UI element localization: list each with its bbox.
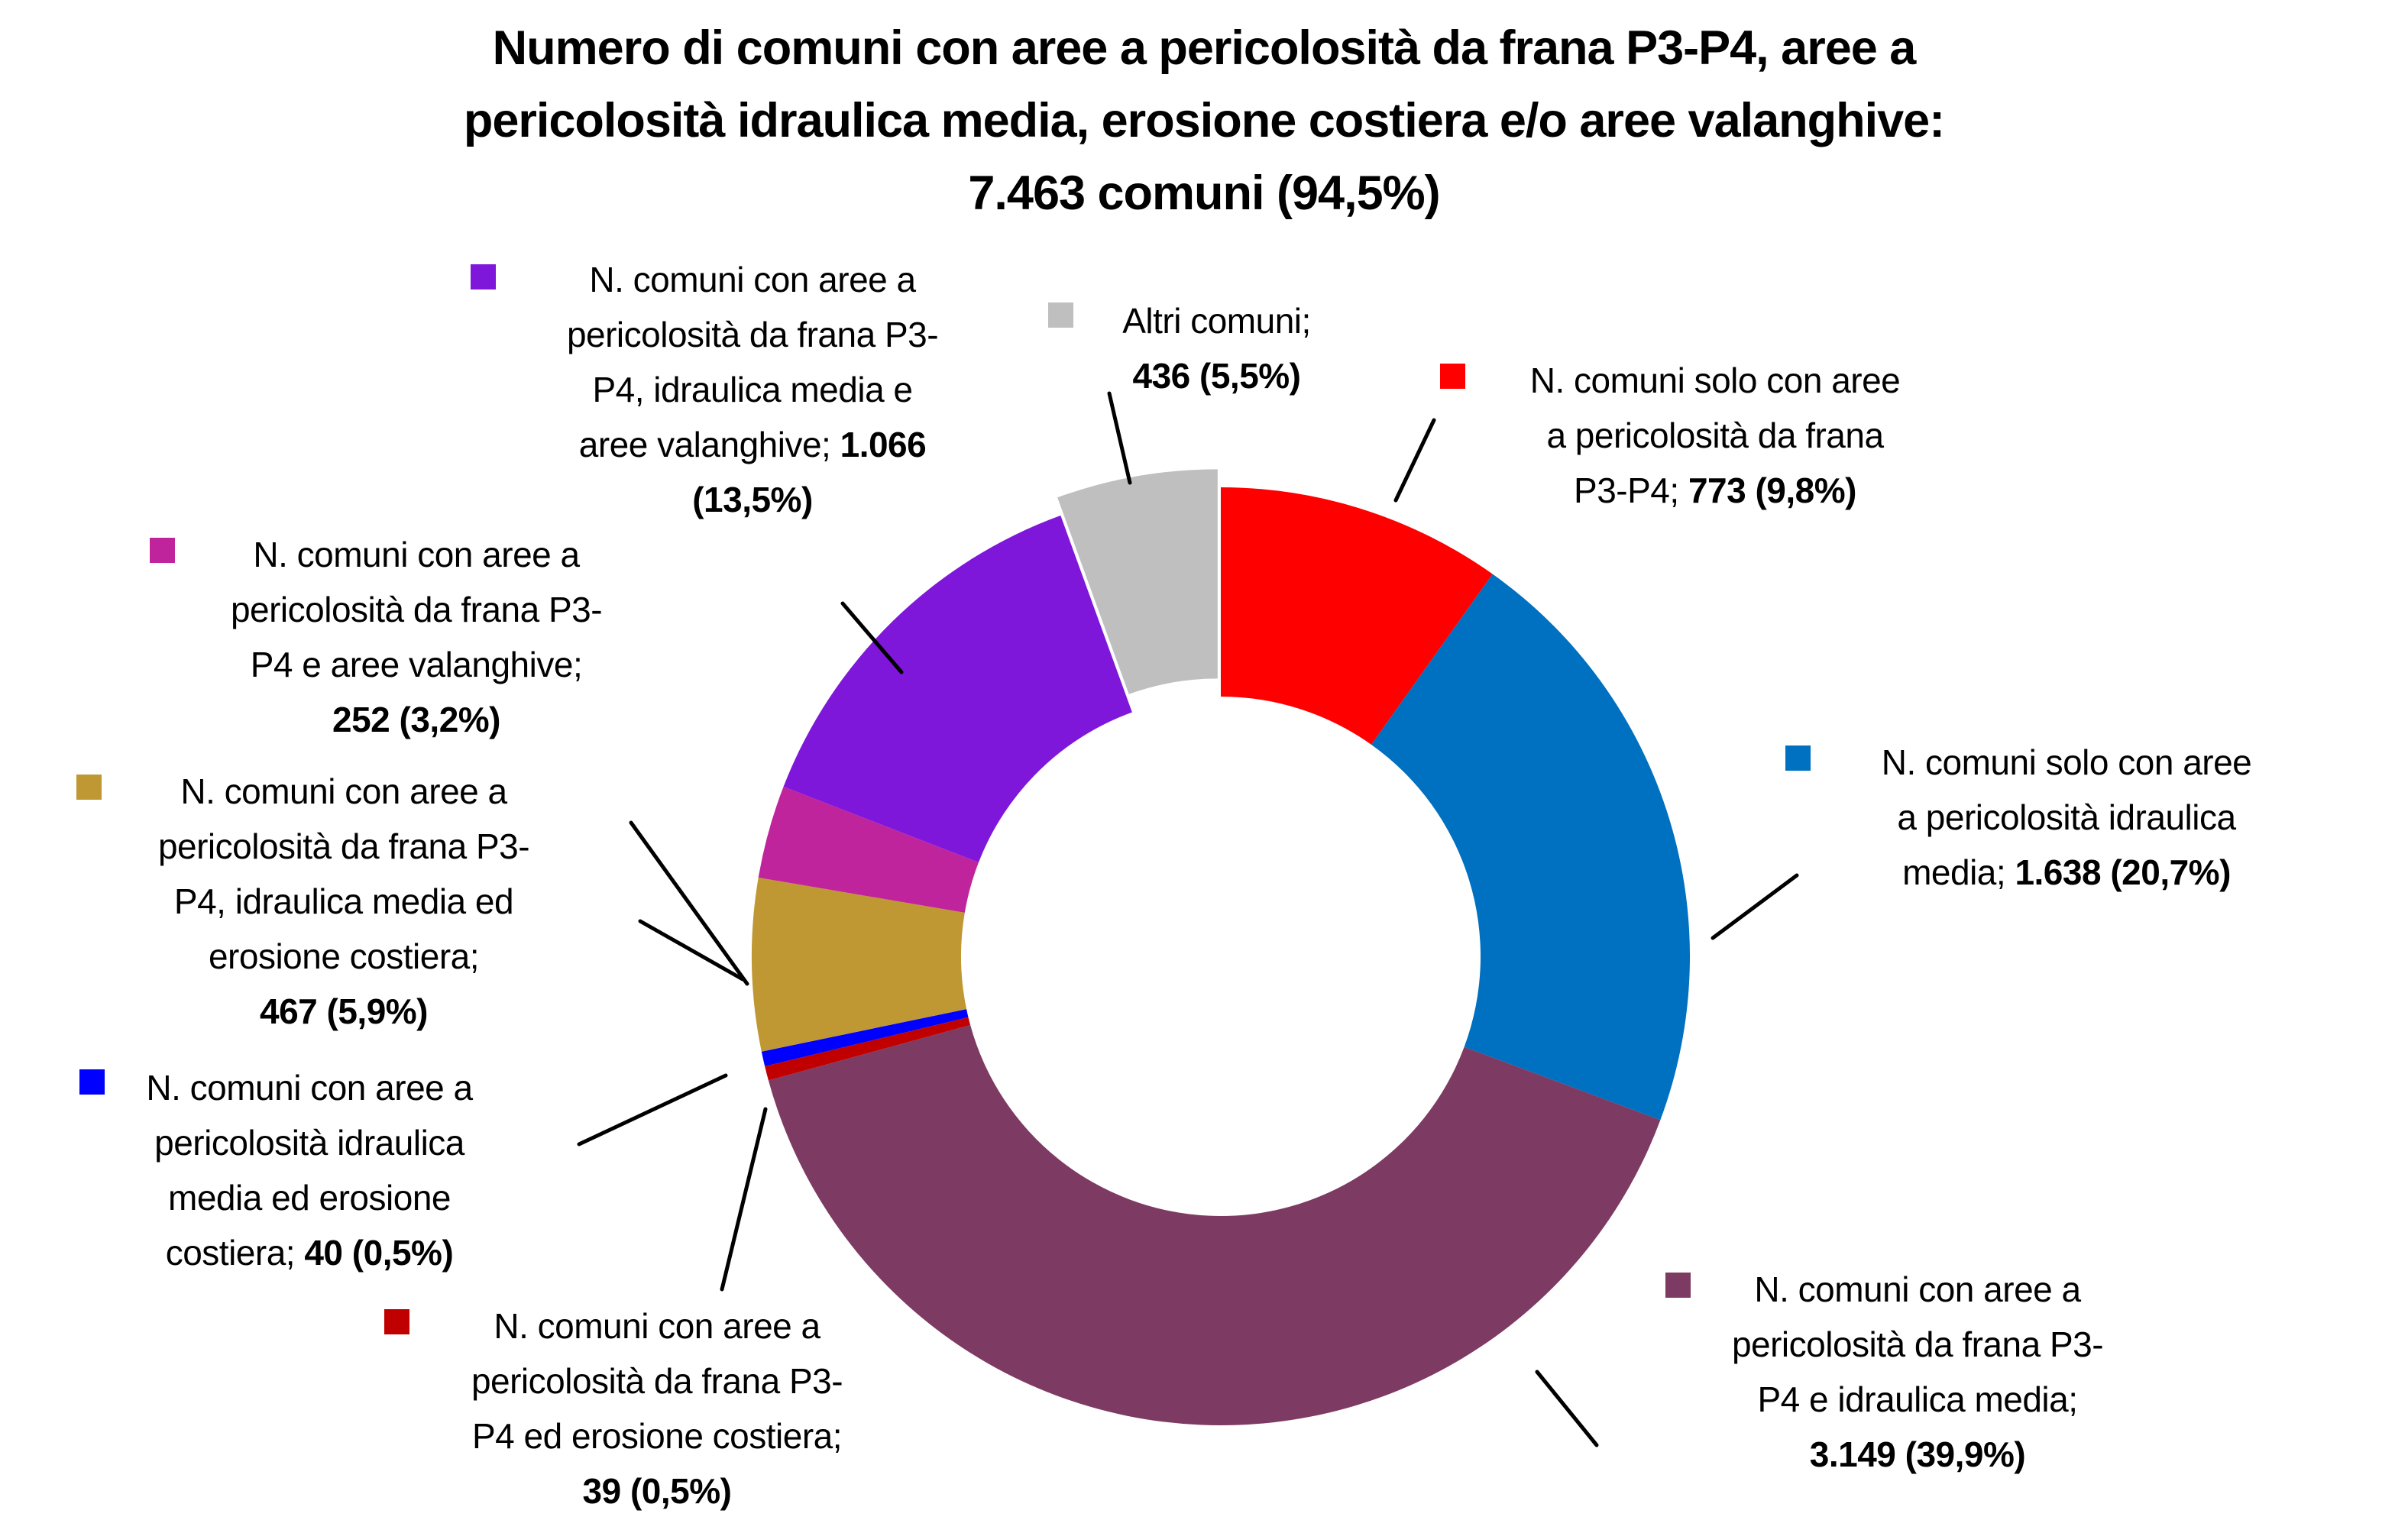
- label-line: media ed erosione: [168, 1178, 451, 1218]
- label-frana-valanghive: [145, 527, 688, 747]
- label-line: N. comuni con aree a: [253, 535, 580, 574]
- chart-title-line2: pericolosità idraulica media, erosione costiera e/o aree valanghive:: [463, 94, 1945, 147]
- label-line: 467 (5,9%): [259, 991, 428, 1031]
- legend-marker-frana-erosione: [384, 1309, 409, 1334]
- label-line: P4 ed erosione costiera;: [471, 1416, 843, 1456]
- legend-marker-frana-idraulica-erosione: [76, 775, 102, 800]
- legend-marker-altri-comuni: [1048, 302, 1073, 328]
- label-line: pericolosità idraulica: [154, 1123, 464, 1163]
- label-line: P4, idraulica media e: [592, 370, 913, 409]
- label-frana-idraulica-erosione: [73, 764, 615, 1039]
- chart-title-line1: Numero di comuni con aree a pericolosità da frana P3-P4, aree a: [492, 21, 1916, 75]
- label-line: P4 e aree valanghive;: [250, 645, 583, 684]
- legend-marker-frana-valanghive: [150, 538, 175, 563]
- legend-marker-frana-idraulica-valanghive: [471, 264, 496, 289]
- label-line: 3.149 (39,9%): [1809, 1434, 2026, 1474]
- label-line: pericolosità da frana P3-: [1731, 1324, 2104, 1364]
- label-line: 39 (0,5%): [582, 1471, 732, 1511]
- label-line: P4, idraulica media ed: [173, 881, 514, 921]
- label-line: 252 (3,2%): [332, 700, 500, 739]
- leader-line-frana-valanghive: [631, 823, 747, 984]
- label-line: N. comuni con aree a: [1754, 1269, 2081, 1309]
- label-frana-idraulica: [1658, 1262, 2177, 1482]
- leader-line-frana-idraulica-erosione: [640, 921, 743, 979]
- label-line: N. comuni solo con aree: [1881, 742, 2252, 782]
- label-line: (13,5%): [692, 480, 813, 519]
- label-line: Altri comuni;: [1122, 301, 1311, 341]
- label-line: pericolosità da frana P3-: [230, 590, 603, 629]
- label-line: a pericolosità da frana: [1546, 416, 1884, 455]
- leader-line-altri-comuni: [1109, 393, 1130, 483]
- label-line: pericolosità da frana P3-: [566, 315, 939, 354]
- label-line: P3-P4; 773 (9,8%): [1574, 471, 1856, 510]
- legend-marker-idraulica-erosione: [79, 1069, 105, 1095]
- label-line: 436 (5,5%): [1132, 356, 1301, 396]
- label-line: costiera; 40 (0,5%): [165, 1233, 454, 1273]
- label-idraulica-erosione: [73, 1060, 546, 1280]
- label-line: erosione costiera;: [208, 936, 480, 976]
- legend-marker-solo-idraulica: [1785, 745, 1811, 771]
- leader-line-idraulica-erosione: [579, 1075, 726, 1144]
- label-altri-comuni: [1043, 293, 1390, 403]
- leader-line-solo-frana: [1396, 420, 1434, 500]
- label-line: P4 e idraulica media;: [1757, 1379, 2078, 1419]
- label-frana-idraulica-valanghive: [466, 252, 1039, 527]
- label-line: pericolosità da frana P3-: [157, 826, 530, 866]
- label-line: aree valanghive; 1.066: [578, 425, 927, 464]
- label-solo-frana: [1436, 353, 1994, 518]
- label-line: a pericolosità idraulica: [1897, 797, 2236, 837]
- label-line: N. comuni con aree a: [146, 1068, 473, 1108]
- legend-marker-solo-frana: [1440, 364, 1465, 389]
- chart-title-line3: 7.463 comuni (94,5%): [968, 167, 1440, 220]
- label-frana-erosione: [378, 1299, 936, 1518]
- label-line: pericolosità da frana P3-: [471, 1361, 843, 1401]
- label-line: N. comuni con aree a: [494, 1306, 820, 1346]
- label-line: N. comuni con aree a: [589, 260, 916, 299]
- label-solo-idraulica: [1780, 735, 2353, 900]
- leader-line-frana-idraulica: [1537, 1372, 1597, 1445]
- label-line: N. comuni solo con aree: [1529, 361, 1901, 400]
- leader-line-frana-erosione: [722, 1109, 765, 1289]
- label-line: media; 1.638 (20,7%): [1902, 852, 2231, 892]
- legend-marker-frana-idraulica: [1665, 1273, 1691, 1298]
- label-line: N. comuni con aree a: [180, 771, 507, 811]
